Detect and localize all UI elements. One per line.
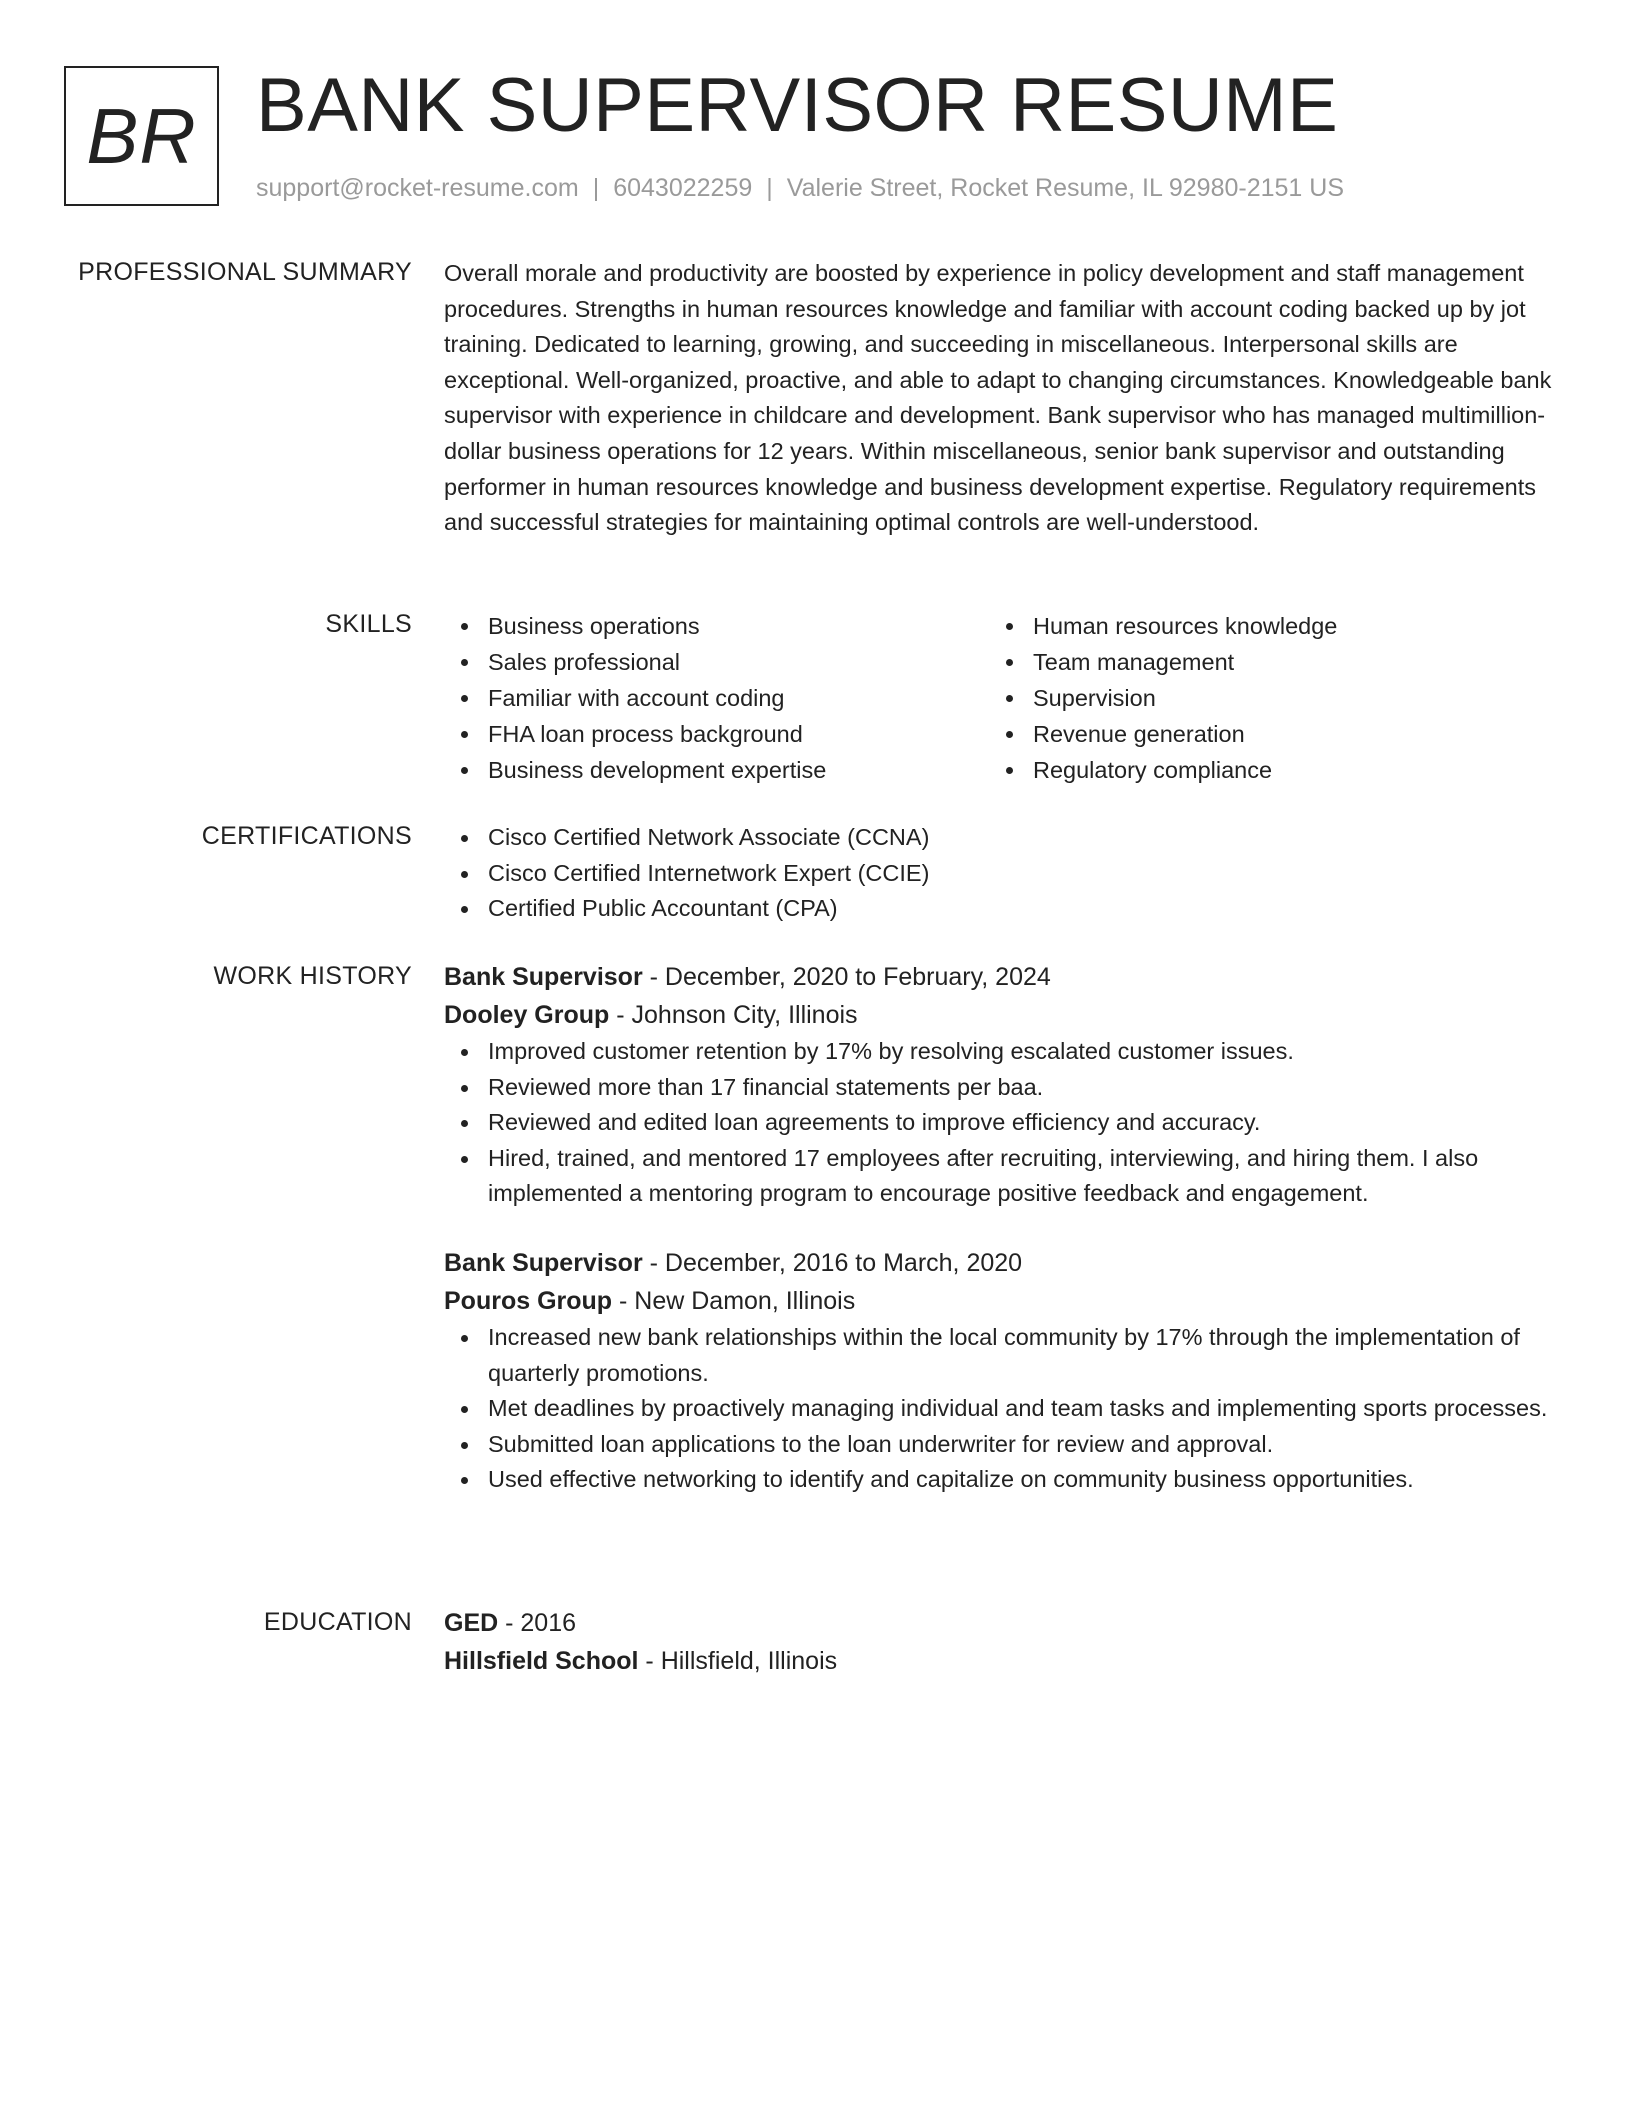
skills-list-right xyxy=(989,608,1534,788)
job-location: - New Damon, Illinois xyxy=(612,1286,856,1315)
list-item: Human resources knowledge xyxy=(989,608,1534,644)
job-bullets xyxy=(444,1034,1554,1212)
job-title: Bank Supervisor xyxy=(444,1248,643,1277)
job-location: - Johnson City, Illinois xyxy=(609,1001,858,1029)
skills-label: SKILLS xyxy=(325,610,412,638)
list-item: FHA loan process background xyxy=(444,716,989,752)
job-dates: - December, 2016 to March, 2020 xyxy=(642,1248,1023,1277)
list-item: Increased new bank relationships within the local community by 17% through the implementation of quarterly promotions. xyxy=(444,1320,1554,1391)
skills-body xyxy=(444,608,1554,788)
job-company-line xyxy=(444,996,1554,1034)
contact-separator: | xyxy=(592,174,600,202)
contact-address: Valerie Street, Rocket Resume, IL 92980-2151 US xyxy=(786,174,1345,202)
list-item: Submitted loan applications to the loan underwriter for review and approval. xyxy=(444,1427,1554,1463)
education-label: EDUCATION xyxy=(263,1608,412,1636)
education-body xyxy=(444,1604,1554,1680)
job-title-line xyxy=(444,1244,1554,1282)
job-bullets xyxy=(444,1320,1554,1498)
contact-separator: | xyxy=(766,174,773,202)
job-title: Bank Supervisor xyxy=(444,963,643,991)
list-item: Regulatory compliance xyxy=(989,752,1534,788)
job-title-line xyxy=(444,958,1554,996)
list-item: Reviewed and edited loan agreements to improve efficiency and accuracy. xyxy=(444,1105,1554,1141)
list-item: Met deadlines by proactively managing individual and team tasks and implementing sports processes. xyxy=(444,1391,1554,1427)
job-entry xyxy=(444,1244,1554,1498)
list-item: Team management xyxy=(989,644,1534,680)
summary-body xyxy=(444,256,1554,541)
list-item: Cisco Certified Network Associate (CCNA) xyxy=(444,820,1554,856)
education-degree: GED xyxy=(444,1609,499,1637)
list-item: Familiar with account coding xyxy=(444,680,989,716)
list-item: Hired, trained, and mentored 17 employees after recruiting, interviewing, and hiring them. I also implemented a mentoring program to encourage positive feedback and engagement. xyxy=(444,1141,1554,1212)
list-item: Revenue generation xyxy=(989,716,1534,752)
contact-email: support@rocket-resume.com xyxy=(256,174,579,202)
list-item: Sales professional xyxy=(444,644,989,680)
summary-label: PROFESSIONAL SUMMARY xyxy=(78,258,412,286)
list-item: Business development expertise xyxy=(444,752,989,788)
work-history-label: WORK HISTORY xyxy=(213,962,412,990)
monogram-logo: BR xyxy=(64,66,219,206)
education-location: - Hillsfield, Illinois xyxy=(638,1647,838,1675)
list-item: Cisco Certified Internetwork Expert (CCIE) xyxy=(444,856,1554,892)
job-dates: - December, 2020 to February, 2024 xyxy=(642,963,1051,991)
job-company-line xyxy=(444,1282,1554,1320)
work-history-body xyxy=(444,958,1554,1498)
resume-header xyxy=(64,63,1564,216)
list-item: Improved customer retention by 17% by resolving escalated customer issues. xyxy=(444,1034,1554,1070)
job-company: Dooley Group xyxy=(444,1001,610,1029)
list-item: Used effective networking to identify and capitalize on community business opportunities. xyxy=(444,1462,1554,1498)
contact-line xyxy=(256,174,1344,203)
list-item: Certified Public Accountant (CPA) xyxy=(444,891,1554,927)
job-company: Pouros Group xyxy=(444,1286,613,1315)
education-school: Hillsfield School xyxy=(444,1647,639,1675)
job-entry xyxy=(444,958,1554,1212)
list-item: Business operations xyxy=(444,608,989,644)
list-item: Reviewed more than 17 financial statements per baa. xyxy=(444,1070,1554,1106)
certifications-list xyxy=(444,820,1554,927)
contact-phone: 6043022259 xyxy=(613,174,753,202)
skills-grid xyxy=(444,608,1554,788)
page-title: BANK SUPERVISOR RESUME xyxy=(256,63,1339,148)
certifications-label: CERTIFICATIONS xyxy=(201,822,412,850)
skills-list-left xyxy=(444,608,989,788)
education-year: - 2016 xyxy=(498,1609,577,1637)
education-school-line xyxy=(444,1642,1554,1680)
list-item: Supervision xyxy=(989,680,1534,716)
certifications-body xyxy=(444,820,1554,927)
education-degree-line xyxy=(444,1604,1554,1642)
summary-text: Overall morale and productivity are boosted by experience in policy development and staff management procedures. Strengths in human resources knowledge and familiar with account coding backed up by jot training. Dedicated to learning, growing, and succeeding in miscellaneous. Interpersonal skills are exceptional. Well-organized, proactive, and able to adapt to changing circumstances. Knowledgeable bank supervisor with experience in childcare and development. Bank supervisor who has managed multimillion-dollar business operations for 12 years. Within miscellaneous, senior bank supervisor and outstanding performer in human resources knowledge and business development expertise. Regulatory requirements and successful strategies for maintaining optimal controls are well-understood. xyxy=(444,260,1552,536)
